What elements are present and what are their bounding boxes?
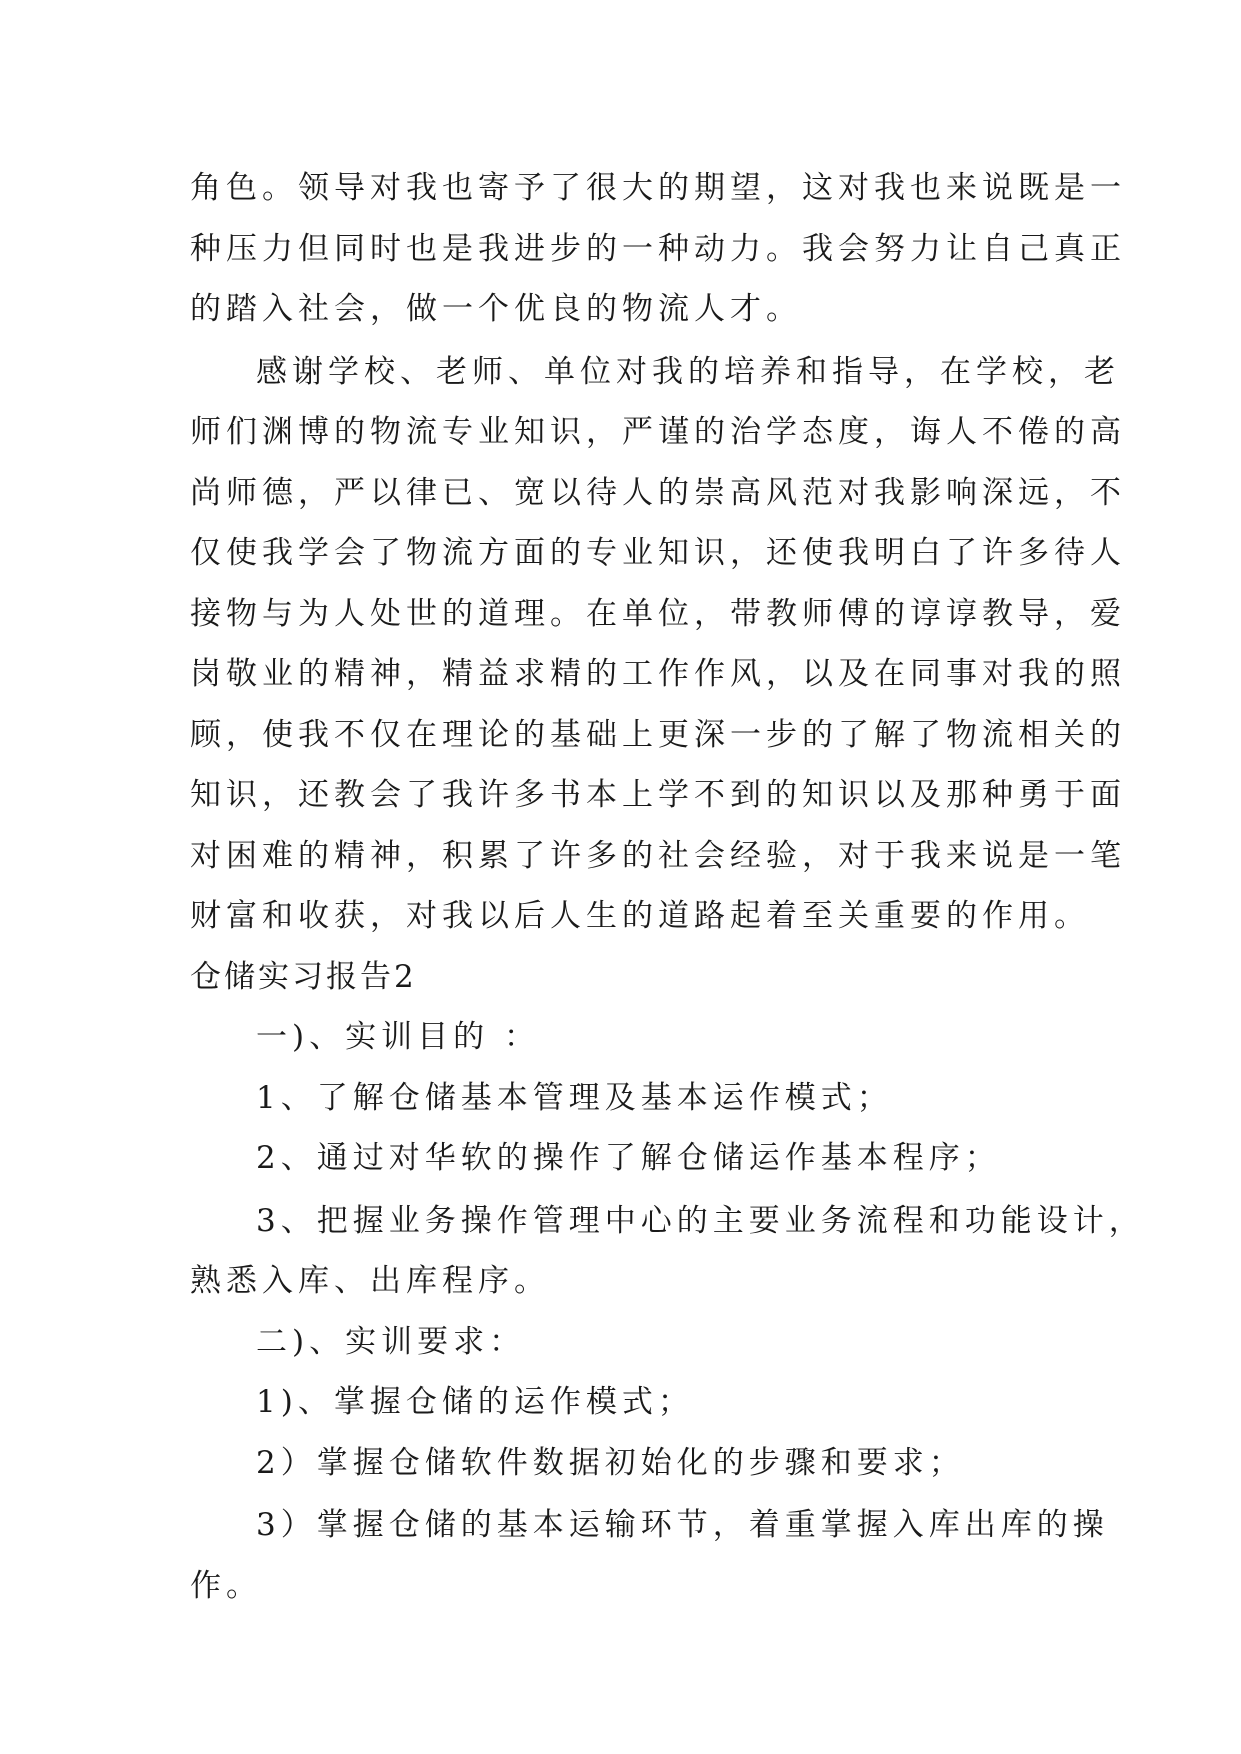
text-line: 3）掌握仓储的基本运输环节，着重掌握入库出库的操 <box>256 1507 1109 1543</box>
document-page <box>190 158 1145 1616</box>
list-item: 2、通过对华软的操作了解仓储运作基本程序； <box>256 1140 1001 1176</box>
list-item-multiline <box>190 1191 1145 1312</box>
text-line: 仅使我学会了物流方面的专业知识，还使我明白了许多待人 <box>190 535 1126 571</box>
text-line: 岗敬业的精神，精益求精的工作作风，以及在同事对我的照 <box>190 656 1126 692</box>
paragraph-gratitude <box>190 342 1126 947</box>
text-line: 的踏入社会，做一个优良的物流人才。 <box>190 291 802 327</box>
text-line: 财富和收获，对我以后人生的道路起着至关重要的作用。 <box>190 898 1090 934</box>
text-line: 师们渊博的物流专业知识，严谨的治学态度，诲人不倦的高 <box>190 414 1126 450</box>
text-line: 对困难的精神，积累了许多的社会经验，对于我来说是一笔 <box>190 837 1126 874</box>
text-line: 知识，还教会了我许多书本上学不到的知识以及那种勇于面 <box>190 777 1126 813</box>
list-item: 2）掌握仓储软件数据初始化的步骤和要求； <box>256 1444 965 1481</box>
text-line: 熟悉入库、出库程序。 <box>190 1263 550 1299</box>
list-item: 1、了解仓储基本管理及基本运作模式； <box>256 1079 893 1116</box>
text-line: 种压力但同时也是我进步的一种动力。我会努力让自己真正 <box>190 230 1126 267</box>
text-line: 感谢学校、老师、单位对我的培养和指导，在学校，老 <box>256 353 1120 390</box>
text-line: 顾，使我不仅在理论的基础上更深一步的了解了物流相关的 <box>190 716 1126 753</box>
report-heading: 仓储实习报告2 <box>190 958 417 995</box>
text-line: 接物与为人处世的道理。在单位，带教师傅的谆谆教导，爱 <box>190 595 1126 632</box>
text-line: 3、把握业务操作管理中心的主要业务流程和功能设计， <box>256 1202 1145 1239</box>
list-item: 1)、掌握仓储的运作模式； <box>256 1384 694 1420</box>
text-line: 作。 <box>190 1567 262 1604</box>
text-line: 尚师德，严以律已、宽以待人的崇高风范对我影响深远，不 <box>190 474 1126 511</box>
section-title-objectives: 一)、实训目的 ： <box>256 1019 540 1055</box>
section-title-requirements: 二)、实训要求： <box>256 1323 526 1360</box>
paragraph-role-expectation <box>190 158 1126 340</box>
list-item-multiline <box>190 1495 1109 1616</box>
text-line: 角色。领导对我也寄予了很大的期望，这对我也来说既是一 <box>190 170 1126 206</box>
